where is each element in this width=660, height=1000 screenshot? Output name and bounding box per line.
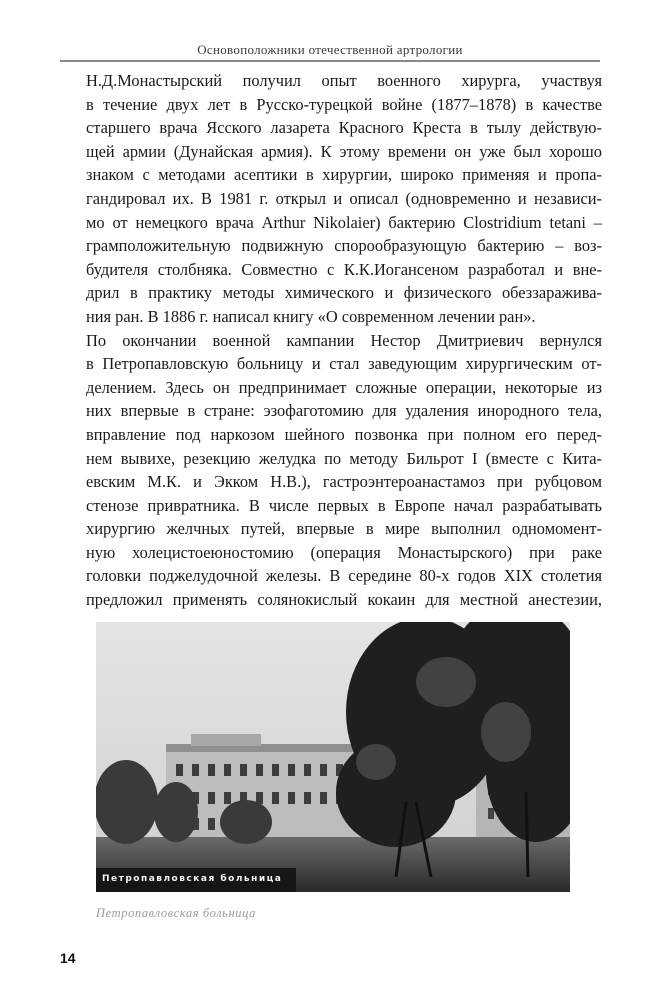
text-line: головки поджелудочной железы. В середине 80-х годов XIX столетия	[86, 566, 602, 586]
text-line: старшего врача Яcского лазарета Красного Креста в тылу действую-	[86, 118, 602, 138]
text-line: будителя столбняка. Совместно с К.К.Иогансеном разработал и вне-	[86, 259, 602, 279]
text-line: грамположительную подвижную спорообразующую бактерию – воз-	[86, 236, 602, 256]
text-line: нем вывихе, резекцию желудка по методу Бильрот I (вместе с Кита-	[86, 448, 602, 468]
paragraph-1	[60, 69, 602, 329]
text-line: евским М.К. и Экком Н.В.), гастроэнтероанастамоз при рубцовом	[86, 472, 602, 492]
text-line: в Петропавловскую больницу и стал заведующим хирургическим от-	[86, 354, 602, 374]
body-text	[60, 69, 602, 612]
photo-caption: Петропавловская больница	[96, 906, 256, 920]
page-number: 14	[60, 950, 76, 966]
text-line: Н.Д.Монастырский получил опыт военного хирурга, участвуя	[86, 71, 602, 90]
text-line: знаком с методами асептики в хирургии, широко применяя и пропа-	[86, 165, 602, 185]
text-line: дрил в практику методы химического и физического обеззаражива-	[86, 283, 602, 303]
text-line: в течение двух лет в Русско-турецкой войне (1877–1878) в качестве	[86, 94, 602, 114]
text-line: По окончании военной кампании Нестор Дмитриевич вернулся	[86, 330, 602, 350]
text-line: ную холецистоеюностомию (операция Монастырского) при раке	[86, 542, 602, 562]
text-line: ния ран. В 1886 г. написал книгу «О современном лечении ран».	[86, 306, 536, 326]
text-line: вправление под наркозом шейного позвонка при полном его перед-	[86, 424, 602, 444]
header-rule	[60, 60, 600, 62]
text-line: гандировал их. В 1981 г. открыл и описал (одновременно и независи-	[86, 188, 602, 208]
running-head: Основоположники отечественной артрологии	[197, 42, 463, 57]
text-line: делением. Здесь он предпринимает сложные операции, некоторые из	[86, 377, 602, 397]
text-line: мо от немецкого врача Arthur Nikolaier) бактерию Clostridium tetani –	[86, 212, 602, 232]
text-line: предложил применять солянокислый кокаин для местной анестезии,	[86, 590, 602, 610]
paragraph-2	[60, 329, 602, 612]
text-line: щей армии (Дунайская армия). К этому времени он уже был хорошо	[86, 141, 602, 161]
hospital-photo-illustration	[96, 622, 570, 892]
hospital-photo	[96, 622, 570, 892]
text-line: хирургию желчных путей, впервые в мире выполнил одномомент-	[86, 519, 602, 539]
photo-burned-caption: Петропавловская больница	[102, 874, 283, 884]
text-line: стенозе привратника. В числе первых в Европе начал разрабатывать	[86, 495, 602, 515]
text-line: них впервые в стране: эзофаготомию для удаления инородного тела,	[86, 401, 602, 421]
